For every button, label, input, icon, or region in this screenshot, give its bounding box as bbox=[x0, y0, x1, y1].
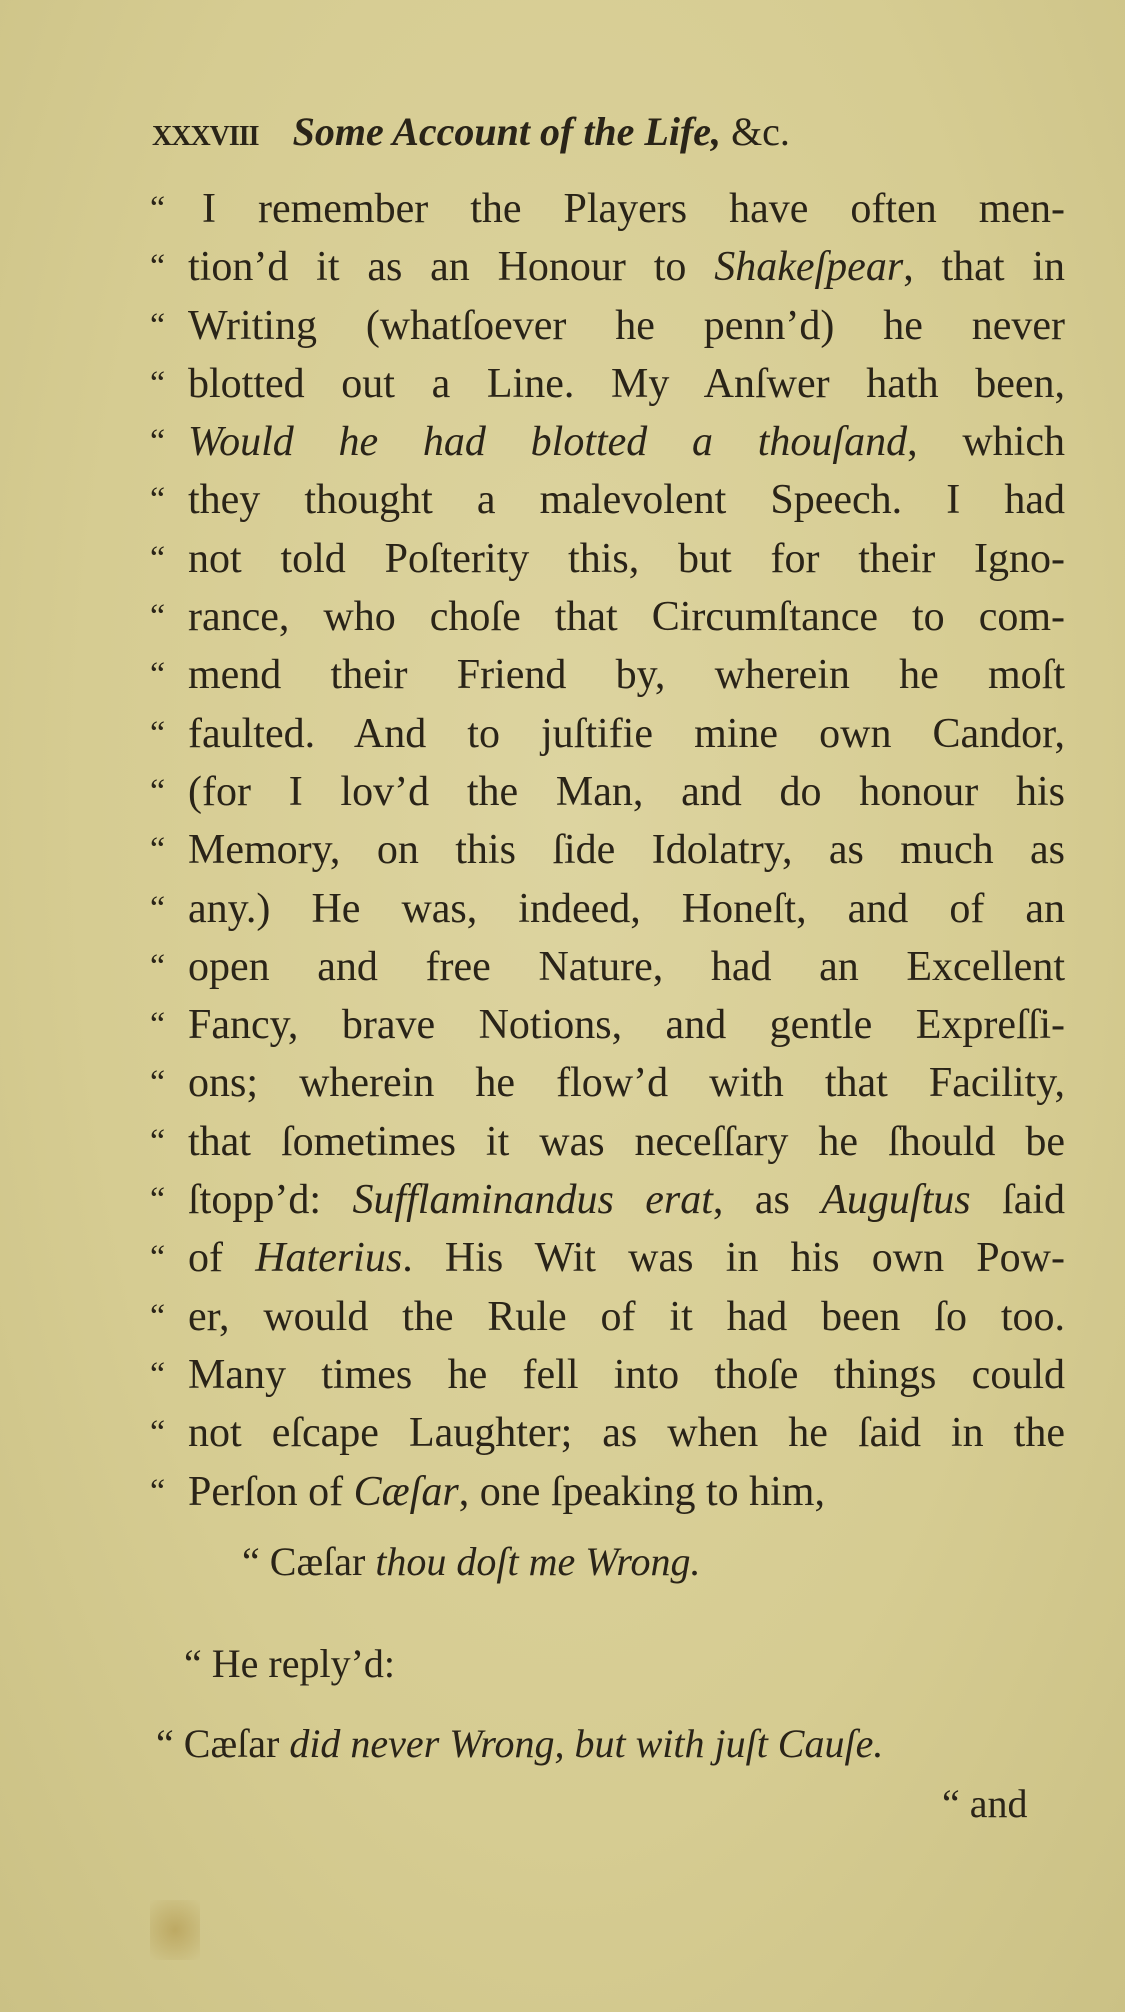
quote-mark: “ bbox=[150, 1472, 166, 1510]
quote-mark: “ bbox=[150, 1064, 166, 1102]
line-text bbox=[188, 1113, 1065, 1171]
roman-segment: Fancy, brave Notions, and gentle Expreſſi- bbox=[188, 1002, 1065, 1049]
verse-3-roman: Cæſar bbox=[183, 1721, 290, 1766]
text-line bbox=[150, 588, 1065, 646]
quote-mark: “ bbox=[150, 656, 166, 694]
roman-segment: of bbox=[188, 1235, 256, 1282]
line-text bbox=[188, 1288, 1065, 1346]
quote-mark: “ bbox=[150, 889, 166, 927]
roman-segment: (for I lov’d the Man, and do honour his bbox=[188, 768, 1065, 815]
line-text bbox=[188, 1346, 1065, 1404]
text-line bbox=[150, 238, 1065, 296]
roman-segment: rance, who choſe that Circumſtance to com- bbox=[188, 594, 1065, 641]
text-line bbox=[150, 996, 1065, 1054]
text-line bbox=[150, 1054, 1065, 1112]
verse-1-italic: thou doſt me Wrong. bbox=[375, 1539, 701, 1584]
quote-mark: “ bbox=[150, 1181, 166, 1219]
text-line bbox=[150, 880, 1065, 938]
quote-mark: “ bbox=[150, 423, 166, 461]
line-text bbox=[188, 238, 1065, 296]
verse-line-2 bbox=[184, 1640, 395, 1687]
line-text bbox=[188, 180, 1065, 238]
text-line bbox=[150, 705, 1065, 763]
roman-segment: open and free Nature, had an Excellent bbox=[188, 943, 1065, 990]
quote-mark: “ bbox=[150, 772, 166, 810]
quote-mark: “ bbox=[150, 1414, 166, 1452]
quote-mark: “ bbox=[150, 364, 166, 402]
roman-segment: any.) He was, indeed, Honeſt, and of an bbox=[188, 885, 1065, 932]
quote-mark: “ bbox=[184, 1641, 202, 1686]
text-line bbox=[150, 821, 1065, 879]
roman-segment: not eſcape Laughter; as when he ſaid in the bbox=[188, 1410, 1065, 1457]
verse-line-1 bbox=[242, 1538, 701, 1585]
text-line bbox=[150, 1171, 1065, 1229]
roman-segment: , one ſpeaking to him, bbox=[458, 1468, 825, 1515]
line-text bbox=[188, 996, 1065, 1054]
quote-mark: “ bbox=[156, 1721, 174, 1766]
text-line bbox=[150, 355, 1065, 413]
text-line bbox=[150, 1346, 1065, 1404]
italic-segment: Haterius bbox=[255, 1235, 403, 1282]
italic-segment: Auguſtus bbox=[821, 1177, 971, 1224]
roman-segment: er, would the Rule of it had been ſo too. bbox=[188, 1293, 1065, 1340]
quote-mark: “ bbox=[242, 1539, 260, 1584]
text-line bbox=[150, 413, 1065, 471]
text-line bbox=[150, 180, 1065, 238]
line-text bbox=[188, 297, 1065, 355]
roman-segment: they thought a malevolent Speech. I had bbox=[188, 477, 1065, 524]
quote-mark: “ bbox=[150, 1297, 166, 1335]
line-text bbox=[188, 938, 1065, 996]
text-line bbox=[150, 1113, 1065, 1171]
roman-segment: , that in bbox=[903, 244, 1065, 291]
quote-mark: “ bbox=[150, 1006, 166, 1044]
quote-mark: “ bbox=[150, 481, 166, 519]
line-text bbox=[188, 880, 1065, 938]
roman-segment: Writing (whatſoever he penn’d) he never bbox=[188, 302, 1065, 349]
text-line bbox=[150, 646, 1065, 704]
text-line bbox=[150, 1404, 1065, 1462]
quote-mark: “ bbox=[150, 1239, 166, 1277]
roman-segment: . His Wit was in his own Pow- bbox=[402, 1235, 1065, 1282]
paper-stain bbox=[150, 1900, 200, 1960]
line-text bbox=[188, 530, 1065, 588]
roman-segment: blotted out a Line. My Anſwer hath been, bbox=[188, 360, 1065, 407]
roman-segment: faulted. And to juſtifie mine own Candor, bbox=[188, 710, 1065, 757]
catchword: “ and bbox=[942, 1781, 1028, 1826]
italic-segment: Sufflaminandus erat bbox=[352, 1177, 713, 1224]
line-text bbox=[188, 1404, 1065, 1462]
text-line bbox=[150, 1229, 1065, 1287]
italic-segment: Cæſar bbox=[353, 1468, 459, 1515]
page-number: xxxviii bbox=[152, 109, 259, 154]
line-text bbox=[188, 1229, 1065, 1287]
roman-segment: ſaid bbox=[970, 1177, 1066, 1224]
verse-line-3 bbox=[156, 1720, 883, 1767]
roman-segment: not told Poſterity this, but for their Igno- bbox=[188, 535, 1065, 582]
verse-3-italic: did never Wrong, but with juſt Cauſe. bbox=[289, 1721, 884, 1766]
quote-mark: “ bbox=[150, 1122, 166, 1160]
body-text bbox=[150, 180, 1065, 1521]
roman-segment: ons; wherein he flow’d with that Facility, bbox=[188, 1060, 1065, 1107]
line-text bbox=[188, 413, 1065, 471]
quote-mark: “ bbox=[150, 248, 166, 286]
line-text bbox=[188, 1054, 1065, 1112]
text-line bbox=[150, 297, 1065, 355]
roman-segment: mend their Friend by, wherein he moſt bbox=[188, 652, 1065, 699]
running-title-etc: &c. bbox=[731, 109, 790, 154]
line-text bbox=[188, 1463, 1065, 1521]
quote-mark: “ bbox=[150, 831, 166, 869]
line-text bbox=[188, 471, 1065, 529]
text-line bbox=[150, 530, 1065, 588]
roman-segment: Perſon of bbox=[188, 1468, 354, 1515]
line-text bbox=[188, 821, 1065, 879]
running-header bbox=[152, 108, 1032, 168]
line-text bbox=[188, 705, 1065, 763]
quote-mark: “ bbox=[150, 539, 166, 577]
roman-segment: Memory, on this ſide Idolatry, as much as bbox=[188, 827, 1065, 874]
italic-segment: Shakeſpear bbox=[714, 244, 904, 291]
line-text bbox=[188, 355, 1065, 413]
quote-mark: “ bbox=[150, 306, 166, 344]
roman-segment: , as bbox=[712, 1177, 822, 1224]
text-line bbox=[150, 938, 1065, 996]
line-text bbox=[188, 588, 1065, 646]
line-text bbox=[188, 1171, 1065, 1229]
roman-segment: tion’d it as an Honour to bbox=[188, 244, 715, 291]
verse-2-text: He reply’d: bbox=[211, 1641, 396, 1686]
line-text bbox=[188, 646, 1065, 704]
verse-1-roman: Cæſar bbox=[269, 1539, 376, 1584]
quote-mark: “ bbox=[150, 598, 166, 636]
running-title: Some Account of the Life, bbox=[292, 109, 722, 154]
roman-segment: ſtopp’d: bbox=[188, 1177, 353, 1224]
roman-segment: , which bbox=[907, 419, 1065, 466]
quote-mark: “ bbox=[150, 190, 166, 227]
quote-mark: “ bbox=[150, 1355, 166, 1393]
text-line bbox=[150, 1288, 1065, 1346]
roman-segment: Many times he fell into thoſe things could bbox=[188, 1351, 1065, 1398]
italic-segment: Would he had blotted a thouſand bbox=[188, 419, 908, 466]
roman-segment: I remember the Players have often men- bbox=[202, 186, 1065, 232]
quote-mark: “ bbox=[150, 947, 166, 985]
text-line bbox=[150, 1463, 1065, 1521]
text-line bbox=[150, 763, 1065, 821]
roman-segment: that ſometimes it was neceſſary he ſhould be bbox=[188, 1118, 1065, 1165]
line-text bbox=[188, 763, 1065, 821]
quote-mark: “ bbox=[150, 714, 166, 752]
text-line bbox=[150, 471, 1065, 529]
